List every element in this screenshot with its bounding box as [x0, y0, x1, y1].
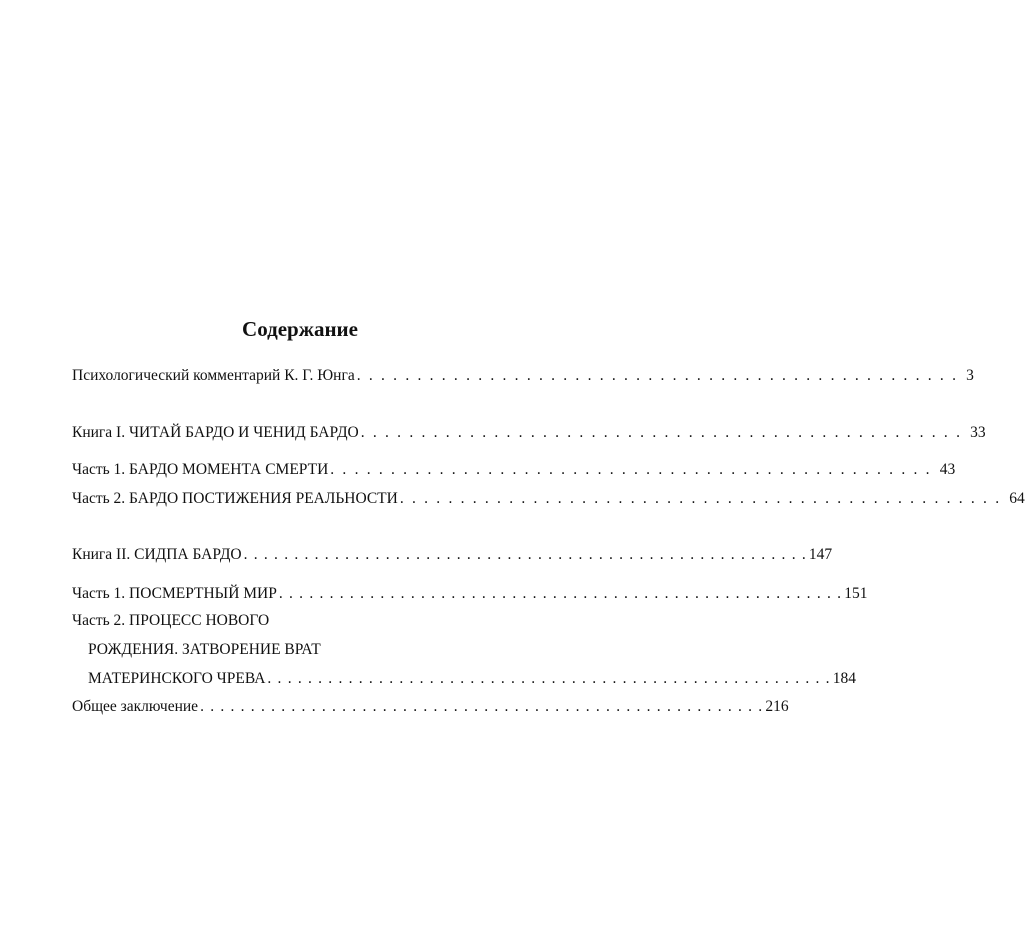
toc-entry-book-2-part-1 — [72, 584, 868, 604]
toc-entry-book-1 — [72, 423, 986, 443]
dot-leader: . . . . . . . . . . . . . . . . . . . . . . . . . . . . . . . . . . . . . . . . . . . . . . . . . . . . . . . . — [267, 670, 831, 687]
toc-entry-title: Книга I. ЧИТАЙ БАРДО И ЧЕНИД БАРДО — [72, 424, 359, 441]
dot-leader: . . . . . . . . . . . . . . . . . . . . . . . . . . . . . . . . . . . . . . . . . . . . . . . . . . . . . . . . — [200, 698, 764, 715]
toc-page-number: 147 — [808, 546, 833, 563]
toc-entry-title: Часть 1. БАРДО МОМЕНТА СМЕРТИ — [72, 461, 329, 478]
toc-page-number: 3 — [966, 367, 974, 384]
dot-leader: . . . . . . . . . . . . . . . . . . . . . . . . . . . . . . . . . . . . . . . . . . . . . . . . . . — [356, 367, 959, 384]
dot-leader: . . . . . . . . . . . . . . . . . . . . . . . . . . . . . . . . . . . . . . . . . . . . . . . . . . — [399, 490, 1002, 507]
toc-entry-book-1-part-1 — [72, 460, 956, 480]
toc-page-number: 43 — [939, 461, 956, 478]
toc-page-number: 216 — [765, 698, 789, 715]
toc-entry-book-2 — [72, 545, 833, 565]
toc-page-number: 33 — [970, 424, 986, 441]
toc-entry-title: Психологический комментарий К. Г. Юнга — [72, 367, 355, 384]
toc-entry-book-2-part-2-line-2: РОЖДЕНИЯ. ЗАТВОРЕНИЕ ВРАТ — [88, 641, 321, 658]
dot-leader: . . . . . . . . . . . . . . . . . . . . . . . . . . . . . . . . . . . . . . . . . . . . . . . . . . — [360, 424, 963, 441]
toc-page-number: 64 — [1009, 490, 1025, 507]
toc-entry-title: Часть 1. ПОСМЕРТНЫЙ МИР — [72, 585, 277, 602]
toc-page-number: 151 — [844, 585, 868, 602]
dot-leader: . . . . . . . . . . . . . . . . . . . . . . . . . . . . . . . . . . . . . . . . . . . . . . . . . . . . . . . . — [243, 546, 807, 563]
toc-entry-jung-commentary — [72, 366, 974, 386]
page-title: Содержание — [242, 317, 358, 341]
dot-leader: . . . . . . . . . . . . . . . . . . . . . . . . . . . . . . . . . . . . . . . . . . . . . . . . . . — [330, 461, 932, 478]
toc-page-number: 184 — [832, 670, 856, 687]
toc-entry-book-2-part-2-line-1: Часть 2. ПРОЦЕСС НОВОГО — [72, 612, 270, 629]
toc-entry-title: Часть 2. БАРДО ПОСТИЖЕНИЯ РЕАЛЬНОСТИ — [72, 490, 398, 507]
toc-entry-title: Общее заключение — [72, 698, 199, 715]
toc-entry-book-1-part-2 — [72, 489, 1025, 509]
dot-leader: . . . . . . . . . . . . . . . . . . . . . . . . . . . . . . . . . . . . . . . . . . . . . . . . . . . . . . . . — [278, 585, 843, 602]
toc-entry-title: Книга II. СИДПА БАРДО — [72, 546, 242, 563]
toc-entry-title: МАТЕРИНСКОГО ЧРЕВА — [88, 670, 266, 687]
toc-entry-conclusion — [72, 697, 789, 717]
toc-entry-book-2-part-2 — [88, 669, 856, 689]
